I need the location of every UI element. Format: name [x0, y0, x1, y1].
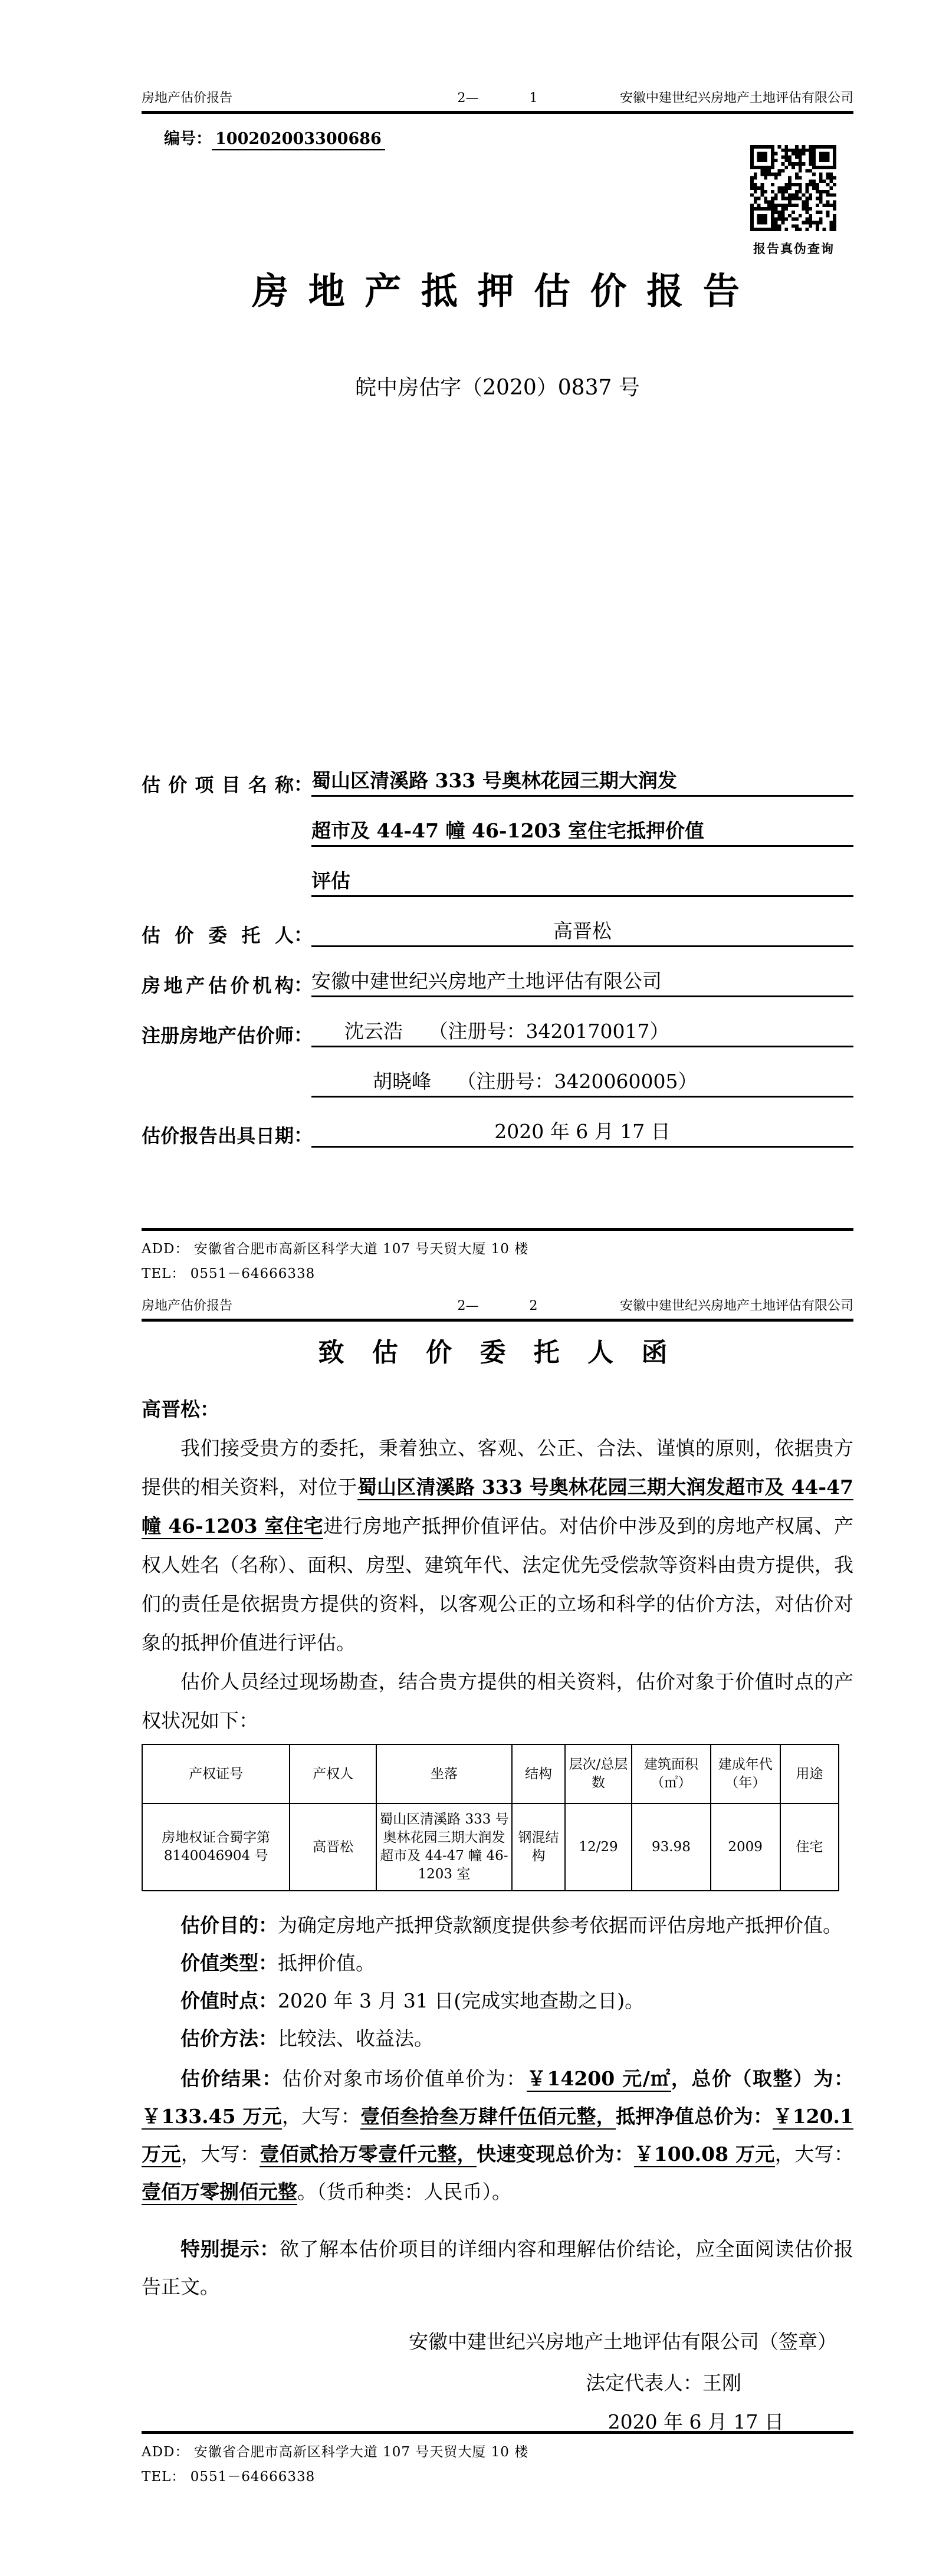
project-name-line2: 超市及 44-47 幢 46-1203 室住宅抵押价值: [311, 818, 853, 847]
footer-phone: TEL： 0551－64666338: [142, 2469, 316, 2485]
client-value: 高晋松: [311, 918, 853, 947]
page-header: [142, 1297, 853, 1315]
cell-cert-number: 房地权证合蜀字第 8140046904 号: [142, 1803, 290, 1891]
value-type: 价值类型：抵押价值。: [180, 1951, 375, 1974]
project-name-line1: 蜀山区清溪路 333 号奥林花园三期大润发: [311, 768, 853, 797]
table-header-row: [142, 1744, 839, 1803]
appraiser-1-value: 沈云浩 （注册号：3420170017）: [311, 1018, 853, 1047]
field-appraiser-1: 注册房地产估价师 ： 沈云浩 （注册号：3420170017）: [142, 1001, 853, 1051]
cell-structure: 钢混结构: [512, 1803, 565, 1891]
special-notice: 特别提示：欲了解本估价项目的详细内容和理解估价结论，应全面阅读估价报告正文。: [142, 2237, 854, 2298]
salutation: 高晋松：: [142, 1398, 219, 1421]
cell-floor: 12/29: [565, 1803, 632, 1891]
letter-paragraph-1: 我们接受贵方的委托，秉着独立、客观、公正、合法、谨慎的原则，依据贵方提供的相关资料，对位于蜀山区清溪路 333 号奥林花园三期大润发超市及 44-47 幢 46-1203 室住宅进行房地产抵押价值评估。对估价中涉及到的房地产权属、产权人姓名（名称）、面积、房型、建筑年代、法定优先受偿款等资料由贵方提供，我们的责任是依据贵方提供的资料，以客观公正的立场和科学的估价方法，对估价对象的抵押价值进行评估。: [142, 1437, 853, 1654]
issue-date-value: 2020 年 6 月 17 日: [311, 1119, 853, 1148]
page1-footer: [142, 1228, 853, 1286]
agency-value: 安徽中建世纪兴房地产土地评估有限公司: [311, 968, 853, 997]
header-page-number: 2— 1: [457, 91, 538, 106]
qr-code: [750, 145, 836, 231]
value-date: 价值时点：2020 年 3 月 31 日(完成实地查勘之日)。: [180, 1989, 645, 2012]
footer-address: ADD： 安徽省合肥市高新区科学大道 107 号天贸大厦 10 楼: [142, 1241, 529, 1257]
project-name-line3: 评估: [311, 868, 853, 897]
field-project-name-line3: [142, 850, 853, 901]
col-owner: 产权人: [290, 1744, 376, 1803]
letter-paragraph-2: 估价人员经过现场勘查，结合贵方提供的相关资料，估价对象于价值时点的产权状况如下：: [142, 1670, 853, 1732]
letter-title: 致 估 价 委 托 人 函: [318, 1338, 677, 1368]
qr-caption: 报告真伪查询: [753, 241, 835, 256]
valuation-purpose: 估价目的：为确定房地产抵押贷款额度提供参考依据而评估房地产抵押价值。: [180, 1914, 842, 1937]
header-rule: [142, 111, 853, 114]
col-use: 用途: [780, 1744, 839, 1803]
header-doc-title: 房地产估价报告: [142, 1299, 233, 1313]
col-area: 建筑面积（㎡）: [632, 1744, 710, 1803]
header-doc-title: 房地产估价报告: [142, 91, 233, 106]
col-floor: 层次/总层数: [565, 1744, 632, 1803]
valuation-result: 估价结果：估价对象市场价值单价为：￥14200 元/㎡，总价（取整）为：￥133.45 万元，大写：壹佰叁拾叁万肆仟伍佰元整，抵押净值总价为：￥120.1 万元，大写：壹佰贰拾万零壹仟元整，快速变现总价为：￥100.08 万元，大写：壹佰万零捌佰元整。（货币种类：人民币）。: [142, 2060, 853, 2211]
cell-use: 住宅: [780, 1803, 839, 1891]
appraiser-2-value: 胡晓峰 （注册号：3420060005）: [311, 1069, 853, 1098]
header-page-number: 2— 2: [457, 1299, 538, 1313]
col-cert-number: 产权证号: [142, 1744, 290, 1803]
page-header: [142, 90, 853, 107]
footer-rule: [142, 1228, 853, 1231]
footer-phone: TEL： 0551－64666338: [142, 1266, 316, 1282]
signature-legal-representative: 法定代表人：王刚: [586, 2371, 741, 2394]
report-reference-number: 皖中房估字（2020）0837 号: [355, 376, 640, 400]
page2-footer: [142, 2431, 853, 2489]
cell-owner: 高晋松: [290, 1803, 376, 1891]
footer-rule: [142, 2431, 853, 2434]
letter-page: [0, 1292, 936, 2576]
report-main-title: 房 地 产 抵 押 估 价 报 告: [252, 270, 743, 313]
field-agency: 房地产估价机构 ： 安徽中建世纪兴房地产土地评估有限公司: [142, 951, 853, 1001]
report-serial-number: 编号： 100202003300686: [142, 126, 853, 149]
field-client: 估 价 委 托 人 ： 高晋松: [142, 901, 853, 951]
header-company-name: 安徽中建世纪兴房地产土地评估有限公司: [619, 91, 853, 106]
signature-block: [142, 2325, 853, 2439]
col-structure: 结构: [512, 1744, 565, 1803]
footer-address: ADD： 安徽省合肥市高新区科学大道 107 号天贸大厦 10 楼: [142, 2444, 529, 2460]
cell-area: 93.98: [632, 1803, 710, 1891]
valuation-method: 估价方法：比较法、收益法。: [180, 2027, 433, 2050]
verification-qr-block: [750, 145, 838, 257]
col-location: 坐落: [376, 1744, 512, 1803]
header-company-name: 安徽中建世纪兴房地产土地评估有限公司: [619, 1299, 853, 1313]
table-data-row: [142, 1803, 839, 1891]
signature-company: 安徽中建世纪兴房地产土地评估有限公司（签章）: [409, 2330, 837, 2353]
serial-value: 100202003300686: [212, 130, 385, 150]
field-project-name: 估 价 项 目 名 称 ： 蜀山区清溪路 333 号奥林花园三期大润发: [142, 750, 853, 800]
property-rights-table: [142, 1744, 839, 1891]
cover-fields: [142, 750, 853, 1151]
field-project-name-line2: [142, 800, 853, 850]
header-rule: [142, 1319, 853, 1322]
signature-date: 2020 年 6 月 17 日: [607, 2410, 784, 2433]
field-issue-date: 估价报告出具日期 ： 2020 年 6 月 17 日: [142, 1101, 853, 1151]
col-year-built: 建成年代（年）: [711, 1744, 780, 1803]
cell-year-built: 2009: [711, 1803, 780, 1891]
field-appraiser-2: [142, 1051, 853, 1101]
cell-location: 蜀山区清溪路 333 号奥林花园三期大润发超市及 44-47 幢 46-1203 室: [376, 1803, 512, 1891]
